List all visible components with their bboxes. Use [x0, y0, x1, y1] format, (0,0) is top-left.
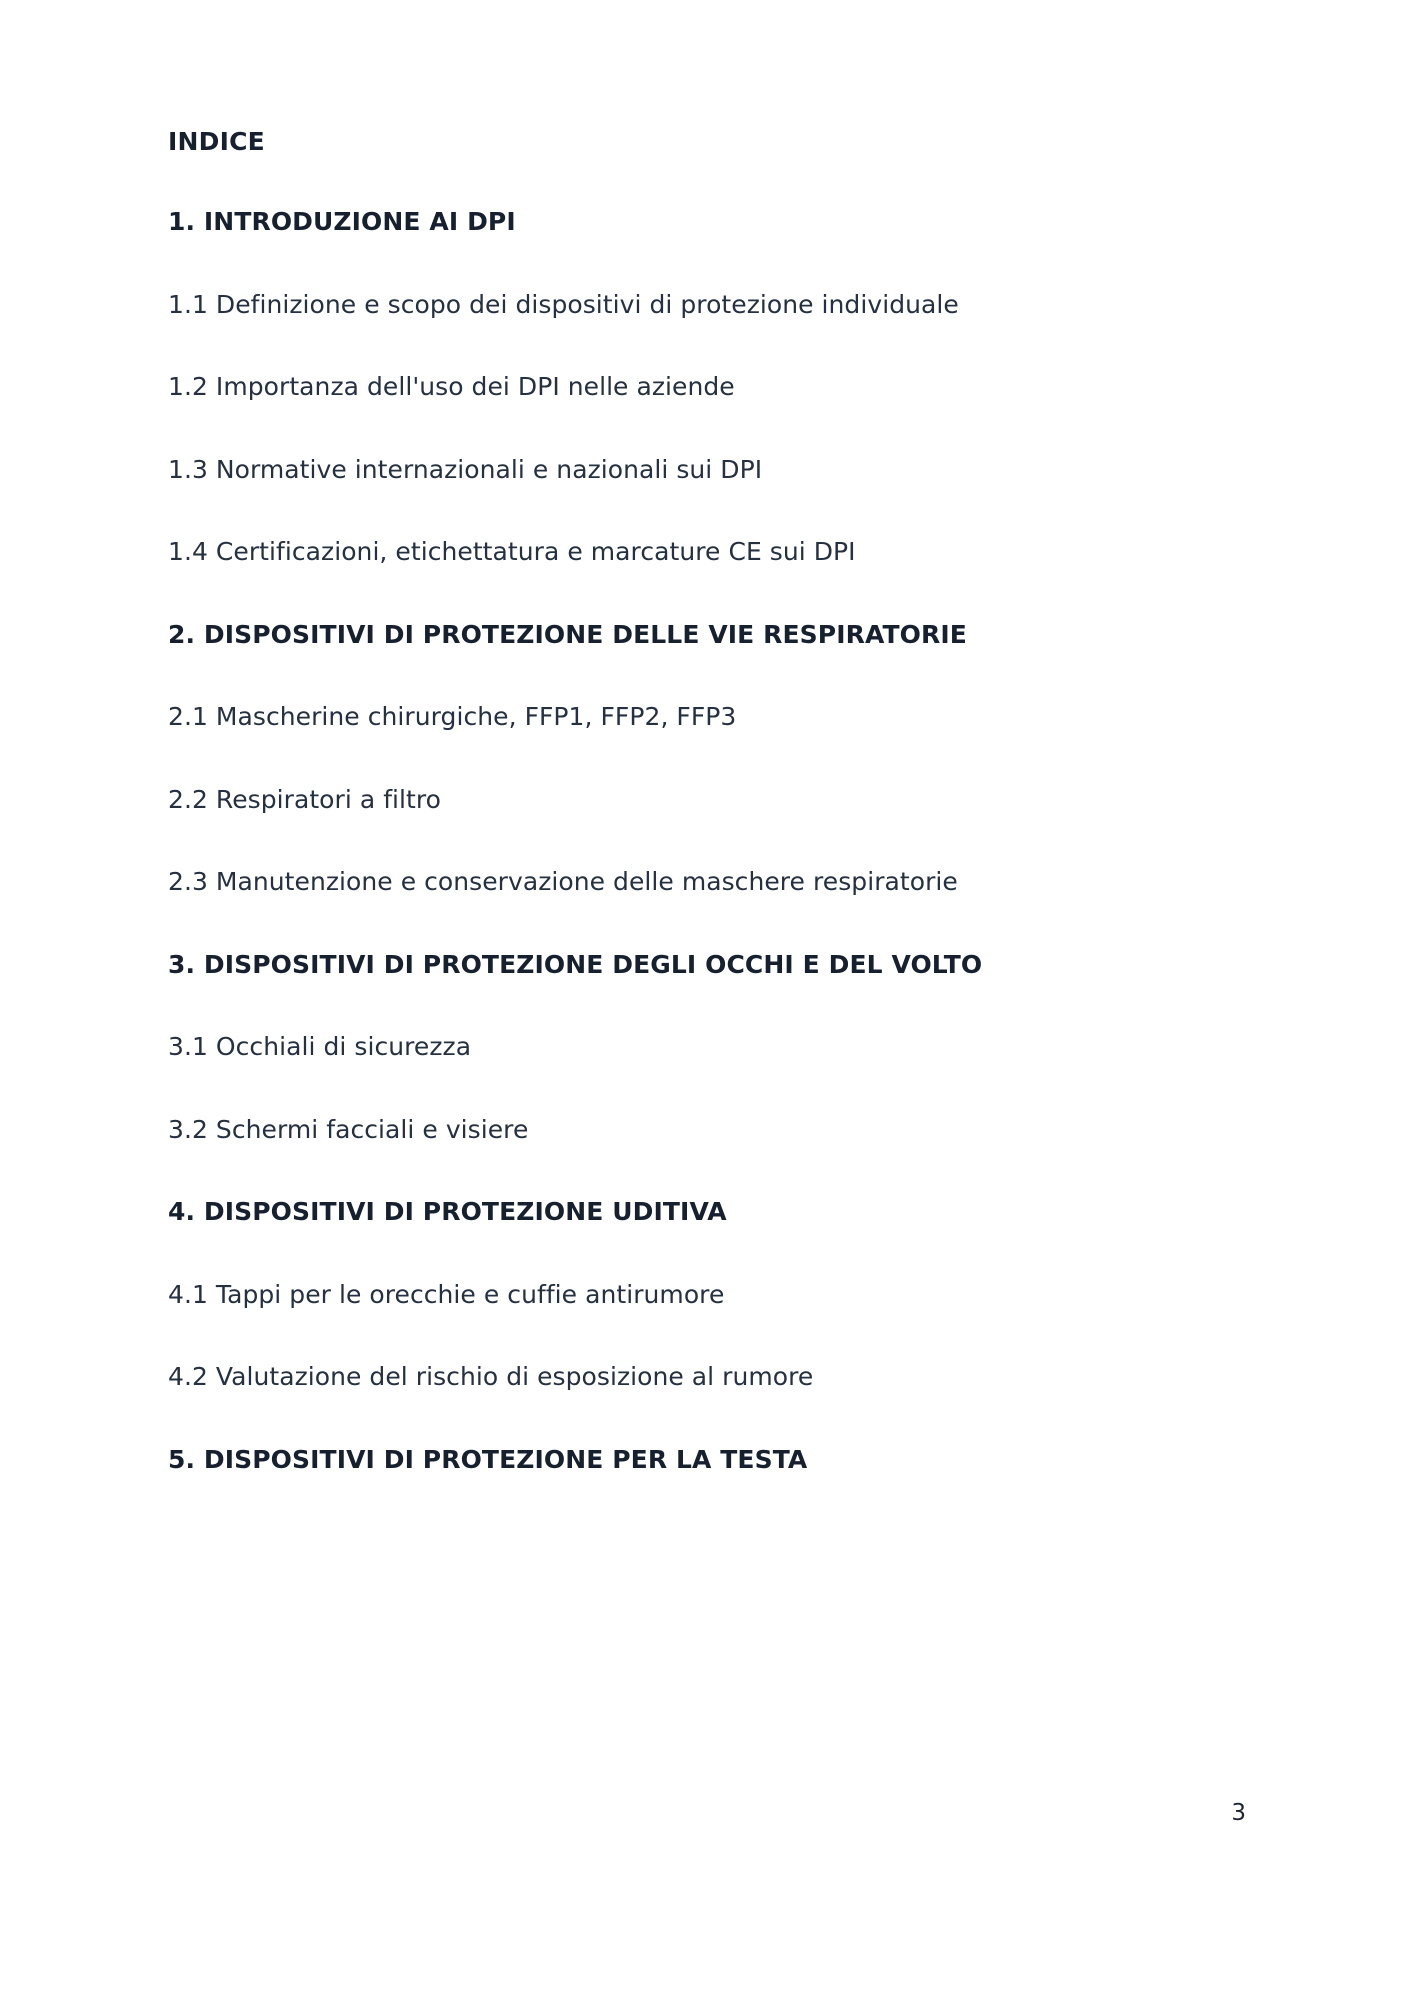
page-number: 3: [1231, 1800, 1246, 1826]
toc-section-entry[interactable]: 3. DISPOSITIVI DI PROTEZIONE DEGLI OCCHI E DEL VOLTO: [168, 949, 983, 979]
toc-subsection-entry[interactable]: 1.2 Importanza dell'uso dei DPI nelle aziende: [168, 372, 735, 402]
toc-subsection-entry[interactable]: 1.4 Certificazioni, etichettatura e marcature CE sui DPI: [168, 537, 856, 567]
page-title: INDICE: [168, 127, 265, 156]
toc-section-entry[interactable]: 1. INTRODUZIONE AI DPI: [168, 207, 516, 237]
toc-subsection-entry[interactable]: 2.2 Respiratori a filtro: [168, 784, 442, 814]
toc-subsection-entry[interactable]: 1.1 Definizione e scopo dei dispositivi di protezione individuale: [168, 289, 959, 319]
toc-subsection-entry[interactable]: 3.2 Schermi facciali e visiere: [168, 1114, 529, 1144]
toc-section-entry[interactable]: 4. DISPOSITIVI DI PROTEZIONE UDITIVA: [168, 1197, 727, 1227]
toc-section-entry[interactable]: 5. DISPOSITIVI DI PROTEZIONE PER LA TESTA: [168, 1444, 808, 1474]
toc-subsection-entry[interactable]: 2.1 Mascherine chirurgiche, FFP1, FFP2, FFP3: [168, 702, 737, 732]
toc-entry-list: [168, 204, 1268, 1477]
toc-subsection-entry[interactable]: 3.1 Occhiali di sicurezza: [168, 1032, 472, 1062]
toc-section-entry[interactable]: 2. DISPOSITIVI DI PROTEZIONE DELLE VIE RESPIRATORIE: [168, 619, 967, 649]
toc-subsection-entry[interactable]: 1.3 Normative internazionali e nazionali sui DPI: [168, 454, 763, 484]
toc-subsection-entry[interactable]: 4.1 Tappi per le orecchie e cuffie antirumore: [168, 1279, 725, 1309]
toc-subsection-entry[interactable]: 4.2 Valutazione del rischio di esposizione al rumore: [168, 1362, 814, 1392]
table-of-contents: [168, 126, 1268, 1477]
toc-subsection-entry[interactable]: 2.3 Manutenzione e conservazione delle maschere respiratorie: [168, 867, 958, 897]
